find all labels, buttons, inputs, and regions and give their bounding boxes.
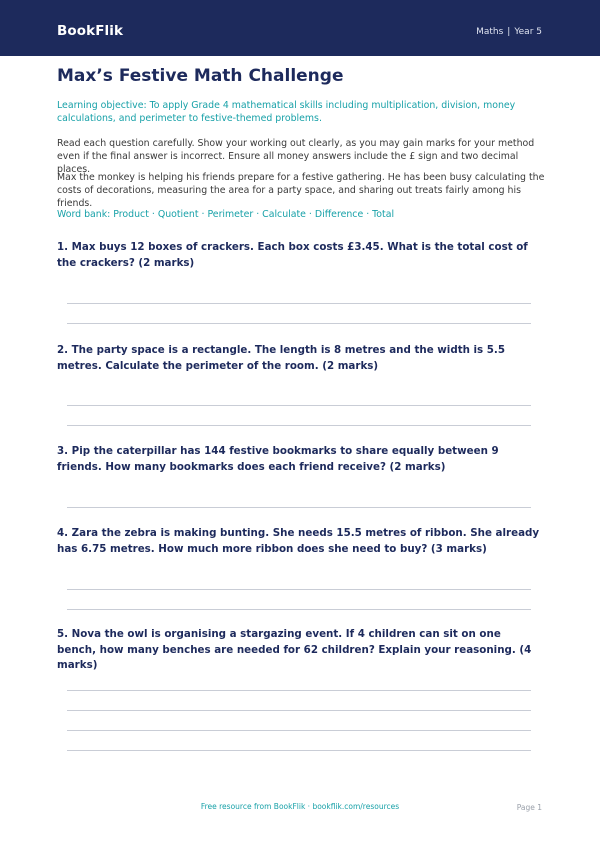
learning-objective: Learning objective: To apply Grade 4 mathematical skills including multiplication, division, money calculations, and perimeter to festive-themed problems. bbox=[57, 100, 516, 124]
instructions-paragraph: Read each question carefully. Show your working out clearly, as you may gain marks for your method even if the final answer is incorrect. Ensure all money answers include the £ sign and two decimal places. bbox=[57, 138, 535, 175]
subject-label: Maths bbox=[476, 27, 504, 37]
answer-line[interactable] bbox=[67, 425, 531, 426]
year-label: Year 5 bbox=[514, 27, 542, 37]
footer-resource-link[interactable]: Free resource from BookFlik · bookflik.com/resources bbox=[200, 802, 400, 811]
answer-line[interactable] bbox=[67, 750, 531, 751]
header-bar bbox=[0, 0, 600, 56]
page-number: Page 1 bbox=[516, 803, 542, 812]
answer-line[interactable] bbox=[67, 730, 531, 731]
word-bank: Word bank: Product · Quotient · Perimeter · Calculate · Difference · Total bbox=[57, 209, 395, 220]
answer-line[interactable] bbox=[67, 710, 531, 711]
answer-line[interactable] bbox=[67, 589, 531, 590]
story-paragraph: Max the monkey is helping his friends prepare for a festive gathering. He has been busy calculating the costs of decorations, measuring the area for a party space, and sharing out treats fairly among his friends. bbox=[57, 172, 545, 209]
question-4: 4. Zara the zebra is making bunting. She needs 15.5 metres of ribbon. She already has 6.75 metres. How much more ribbon does she need to buy? (3 marks) bbox=[57, 527, 540, 555]
question-3: 3. Pip the caterpillar has 144 festive bookmarks to share equally between 9 friends. How many bookmarks does each friend receive? (2 marks) bbox=[57, 445, 499, 473]
question-1: 1. Max buys 12 boxes of crackers. Each box costs £3.45. What is the total cost of the crackers? (2 marks) bbox=[57, 241, 528, 269]
answer-line[interactable] bbox=[67, 405, 531, 406]
answer-line[interactable] bbox=[67, 507, 531, 508]
question-2: 2. The party space is a rectangle. The length is 8 metres and the width is 5.5 metres. Calculate the perimeter of the room. (2 marks) bbox=[57, 344, 506, 372]
answer-line[interactable] bbox=[67, 303, 531, 304]
answer-line[interactable] bbox=[67, 609, 531, 610]
answer-line[interactable] bbox=[67, 323, 531, 324]
answer-line[interactable] bbox=[67, 690, 531, 691]
separator: | bbox=[507, 27, 511, 37]
question-5: 5. Nova the owl is organising a stargazing event. If 4 children can sit on one bench, how many benches are needed for 62 children? Explain your reasoning. (4 marks) bbox=[57, 628, 532, 671]
subject-year-label bbox=[476, 27, 542, 37]
page-title: Max’s Festive Math Challenge bbox=[57, 66, 344, 86]
brand-logo[interactable]: BookFlik bbox=[57, 23, 124, 39]
